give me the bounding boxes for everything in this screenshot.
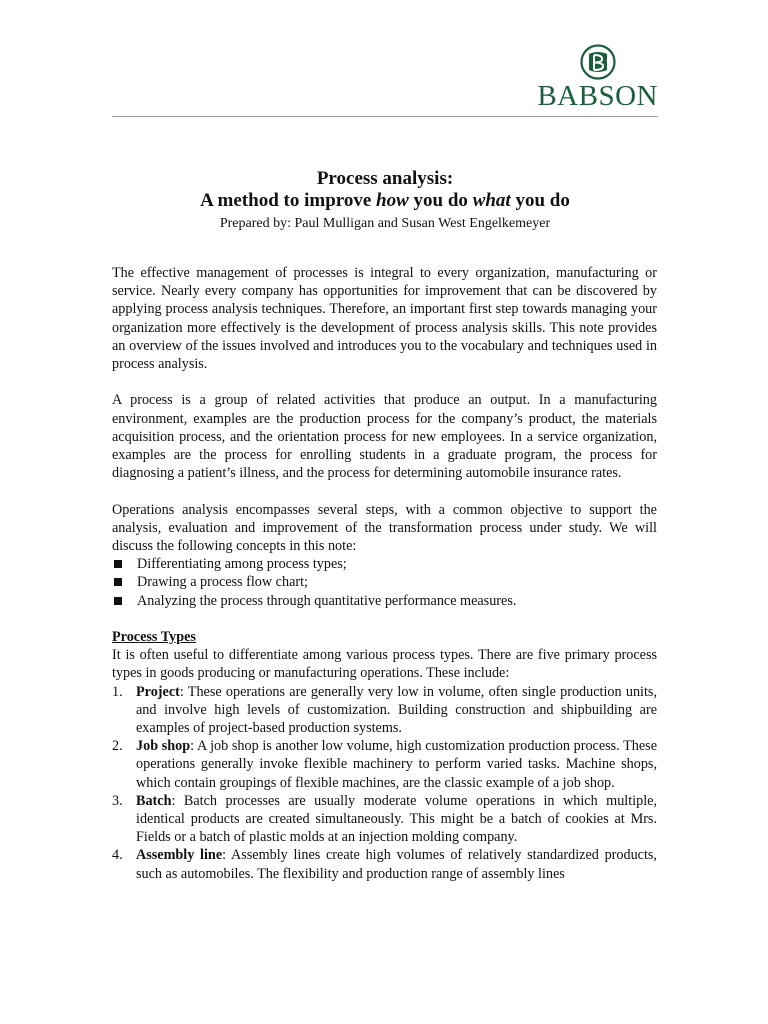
list-item: Analyzing the process through quantitative performance measures. bbox=[112, 592, 657, 610]
document-body bbox=[112, 264, 657, 883]
square-bullet-icon bbox=[114, 560, 122, 568]
list-item: 1. Project: These operations are generally very low in volume, often single production units, and involve high levels of customization. Building construction and shipbuilding are examples of project-based production systems. bbox=[112, 683, 657, 737]
document-title: Process analysis: bbox=[316, 168, 454, 189]
process-definition-paragraph: A process is a group of related activities that produce an output. In a manufacturing environment, examples are the production process for the company’s product, the materials acquisition process, and the orientation process for new employees. In a service organization, examples are the process for enrolling students in a graduate program, the process for diagnosing a patient’s illness, and the process for determining automobile insurance rates. bbox=[112, 392, 657, 482]
section-heading: Process Types bbox=[112, 629, 196, 646]
list-item: 4. Assembly line: Assembly lines create high volumes of relatively standardized products, such as automobiles. The flexibility and production range of assembly lines bbox=[112, 847, 657, 882]
document-subtitle: A method to improve how you do what you do bbox=[200, 190, 570, 211]
section-intro: It is often useful to differentiate among various process types. There are five primary process types in goods producing or manufacturing operations. These include: bbox=[112, 647, 657, 682]
babson-emblem-icon bbox=[580, 44, 616, 80]
header-rule bbox=[112, 116, 658, 117]
square-bullet-icon bbox=[114, 578, 122, 586]
operations-analysis-paragraph: Operations analysis encompasses several steps, with a common objective to support the analysis, evaluation and improvement of the transformation process under study. We will discuss the following concepts in this note: bbox=[112, 501, 657, 555]
concepts-list bbox=[112, 555, 657, 610]
intro-paragraph: The effective management of processes is integral to every organization, manufacturing or service. Nearly every company has opportunities for improvement that can be discovered by applying process analysis techniques. Therefore, an important first step towards managing your organization more effectively is the development of process analysis skills. This note provides an overview of the issues involved and introduces you to the vocabulary and techniques used in process analysis. bbox=[112, 265, 657, 373]
list-item: 2. Job shop: A job shop is another low volume, high customization production process. These operations generally invoke flexible machinery to perform varied tasks. Machine shops, which contain groupings of flexible machines, are the classic example of a job shop. bbox=[112, 738, 657, 791]
babson-logo bbox=[537, 44, 658, 111]
square-bullet-icon bbox=[114, 597, 122, 605]
prepared-by: Prepared by: Paul Mulligan and Susan West Engelkemeyer bbox=[219, 216, 551, 231]
title-block bbox=[112, 168, 658, 234]
list-item: 3. Batch: Batch processes are usually moderate volume operations in which multiple, identical products are created simultaneously. This might be a batch of cookies at Mrs. Fields or a batch of plastic molds at an injection molding company. bbox=[112, 792, 657, 846]
list-item: Drawing a process flow chart; bbox=[112, 573, 657, 591]
list-item: Differentiating among process types; bbox=[112, 555, 657, 573]
logo-wordmark: BABSON bbox=[537, 80, 658, 112]
process-types-list bbox=[112, 683, 657, 883]
